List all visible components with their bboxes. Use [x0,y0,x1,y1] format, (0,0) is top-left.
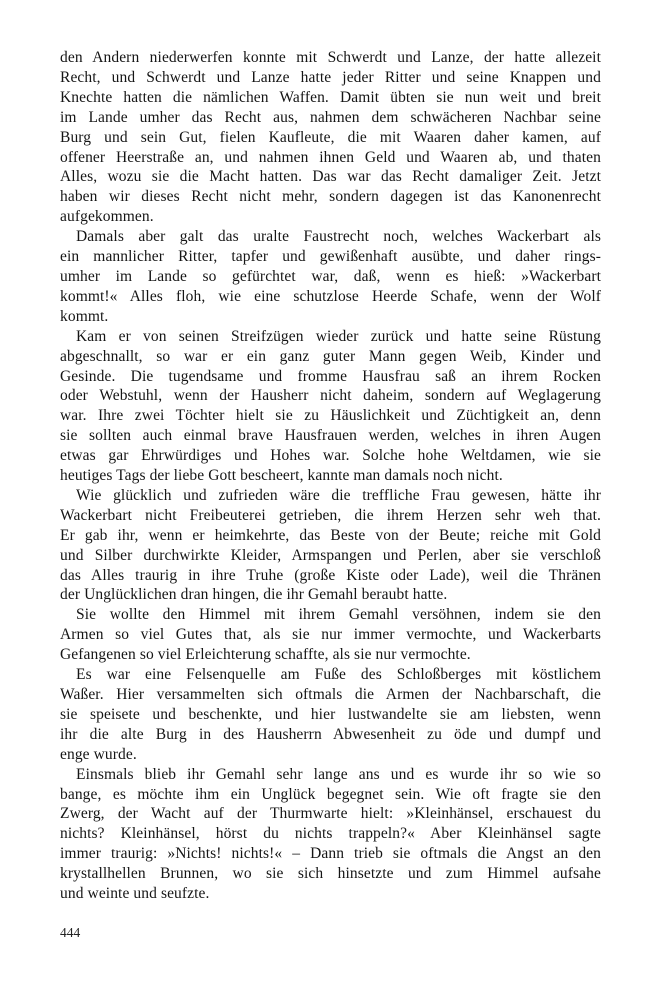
text-line: den Andern niederwerfen konnte mit Schwerdt und Lanze, der hatte allezeit [60,49,601,66]
text-line: Armen so viel Gutes that, als sie nur immer vermochte, und Wackerbarts [60,626,601,644]
paragraph [60,486,601,605]
text-line: krystallhellen Brunnen, wo sie sich hinsetzte und zum Himmel aufsahe [60,865,601,883]
text-line: ein mannlicher Ritter, tapfer und gewißenhaft ausübte, und daher rings- [60,248,601,266]
text-line: immer traurig: »Nichts! nichts!« – Dann trieb sie oftmals die Angst an den [60,845,601,863]
text-line: Er gab ihr, wenn er heimkehrte, das Beste von der Beute; reiche mit Gold [60,526,601,544]
paragraph [60,48,601,227]
text-line: Es war eine Felsenquelle am Fuße des Schloßberges mit köstlichem [76,666,601,684]
paragraph [60,227,601,327]
text-line: und weinte und seufzte. [60,885,210,903]
text-line: oder Webstuhl, wenn der Hausherr nicht daheim, sondern auf Weglagerung [60,387,601,405]
paragraph [60,327,601,486]
text-line: kommt. [60,307,109,325]
text-line: Wackerbart nicht Freibeuterei getrieben, die ihrem Herzen sehr weh that. [60,506,601,524]
text-line: Sie wollte den Himmel mit ihrem Gemahl versöhnen, indem sie den [76,606,601,624]
text-line: der Unglücklichen dran hingen, die ihr Gemahl beraubt hatte. [60,586,448,604]
text-line: etwas gar Ehrwürdiges und Hohes war. Solche hohe Weltdamen, wie sie [60,447,601,465]
text-line: sie sollten auch einmal brave Hausfrauen werden, welches in ihren Augen [60,427,601,445]
text-line: Knechte hatten die nämlichen Waffen. Damit übten sie nun weit und breit [60,88,601,106]
text-line: haben wir dieses Recht nicht mehr, sondern dagegen ist das Kanonenrecht [60,188,601,206]
text-line: abgeschnallt, so war er ein ganz guter Mann gegen Weib, Kinder und [60,347,601,365]
text-line: nichts? Kleinhänsel, hörst du nichts trappeln?« Aber Kleinhänsel sagte [60,825,601,843]
page-text [60,48,601,904]
text-line: und Silber durchwirkte Kleider, Armspangen und Perlen, aber sie verschloß [60,546,601,564]
text-line: Alles, wozu sie die Macht hatten. Das war das Recht damaliger Zeit. Jetzt [60,168,601,186]
text-line: ihr die alte Burg in des Hausherrn Abwesenheit zu öde und dumpf und [60,725,601,743]
text-line: das Alles traurig in ihre Truhe (große Kiste oder Lade), weil die Thränen [60,566,601,584]
text-line: Zwerg, der Wacht auf der Thurmwarte hielt: »Kleinhänsel, erschauest du [60,805,601,823]
paragraph [60,605,601,665]
paragraph [60,765,601,904]
text-line: Kam er von seinen Streifzügen wieder zurück und hatte seine Rüstung [76,327,601,345]
text-line: Einsmals blieb ihr Gemahl sehr lange ans und es wurde ihr so wie so [76,765,601,783]
text-line: war. Ihre zwei Töchter hielt sie zu Häuslichkeit und Züchtigkeit an, denn [60,407,601,425]
text-line: Damals aber galt das uralte Faustrecht noch, welches Wackerbart als [76,228,601,246]
text-line: heutiges Tags der liebe Gott bescheert, kannte man damals noch nicht. [60,467,503,485]
text-line: Wie glücklich und zufrieden wäre die treffliche Frau gewesen, hätte ihr [76,486,601,504]
text-line: Recht, und Schwerdt und Lanze hatte jeder Ritter und seine Knappen und [60,68,601,86]
text-line: Gefangenen so viel Erleichterung schaffte, als sie nur vermochte. [60,646,471,664]
text-line: aufgekommen. [60,208,154,226]
text-line: kommt!« Alles floh, wie eine schutzlose Heerde Schafe, wenn der Wolf [60,287,601,305]
text-line: enge wurde. [60,745,137,763]
text-line: Burg und sein Gut, fielen Kaufleute, die mit Waaren daher kamen, auf [60,128,601,146]
text-line: bange, es möchte ihm ein Unglück begegnet sein. Wie oft fragte sie den [60,785,601,803]
paragraph [60,665,601,765]
text-line: sie speisete und beschenkte, und hier lustwandelte sie am liebsten, wenn [60,705,601,723]
text-line: umher im Lande so gefürchtet war, daß, wenn es hieß: »Wackerbart [60,267,601,285]
text-line: offener Heerstraße an, und nahmen ihnen Geld und Waaren ab, und thaten [60,148,601,166]
text-line: Waßer. Hier versammelten sich oftmals die Armen der Nachbarschaft, die [60,686,601,703]
page-number: 444 [60,925,81,940]
text-line: im Lande umher das Recht aus, nahmen dem schwächeren Nachbar seine [60,108,601,126]
text-line: Gesinde. Die tugendsame und fromme Hausfrau saß an ihrem Rocken [60,367,601,385]
